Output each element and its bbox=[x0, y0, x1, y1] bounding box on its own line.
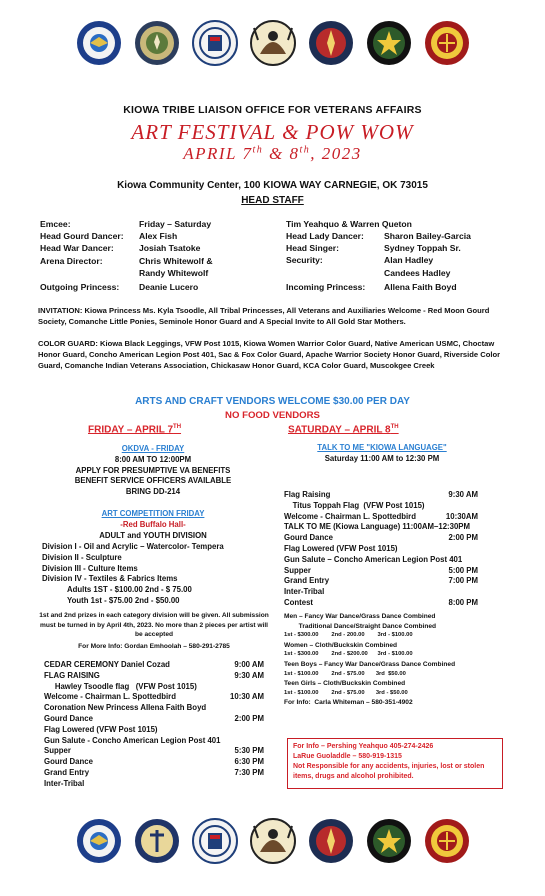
color-guard-paragraph: COLOR GUARD: Kiowa Black Leggings, VFW Post 1015, Kiowa Women Warrior Color Guard, Native American USMC, Choctaw Honor Guard, Concho American Legion Post 401, Sac & Fox Color Guard, Apache Warrior Society Honor Guard, Riverside Color Guard, Comanche Indian Veterans Association, Chickasaw Honor Guard, KCA Color Guard, Muscokgee Creek bbox=[38, 339, 501, 370]
division-item: Division I - Oil and Acrylic – Watercolor- Tempera bbox=[42, 542, 224, 551]
staff-right-labels bbox=[286, 230, 384, 293]
staff-value: Alex Fish bbox=[139, 231, 178, 242]
info-box bbox=[287, 738, 503, 789]
prize-note: 1st and 2nd prizes in each category division will be given. All submission must be turned in by April 4th, 2023. No more than 2 pieces per artist will be accepted bbox=[39, 612, 269, 639]
marine-corps-seal-icon bbox=[424, 818, 470, 864]
navy-seal-icon bbox=[134, 818, 180, 864]
staff-label bbox=[40, 267, 140, 279]
contest-line: 1st - $100.00 2nd - $75.00 3rd - $50.00 bbox=[284, 689, 408, 696]
event-title: ART FESTIVAL & POW WOW bbox=[131, 120, 414, 144]
schedule-row: Titus Toppah Flag (VFW Post 1015) bbox=[284, 500, 425, 510]
head-staff-heading: HEAD STAFF bbox=[241, 195, 304, 206]
info-contact: For Info – Pershing Yeahquo 405-274-2426 bbox=[293, 743, 434, 750]
staff-value: Alan Hadley bbox=[384, 255, 434, 266]
youth-prizes: Youth 1st - $75.00 2nd - $50.00 bbox=[67, 595, 180, 605]
okdva-line: APPLY FOR PRESUMPTIVE VA BENEFITS bbox=[75, 465, 231, 475]
staff-label: Head Lady Dancer: bbox=[286, 231, 364, 241]
saturday-heading: SATURDAY – APRIL 8TH bbox=[288, 424, 399, 436]
staff-value: Sydney Toppah Sr. bbox=[384, 243, 461, 254]
staff-value: Sharon Bailey-Garcia bbox=[384, 231, 471, 241]
okdva-line: 8:00 AM TO 12:00PM bbox=[114, 454, 192, 464]
art-title: ART COMPETITION FRIDAY bbox=[101, 509, 205, 518]
schedule-row: Flag Lowered (VFW Post 1015) bbox=[44, 724, 158, 734]
language-time: Saturday 11:00 AM to 12:30 PM bbox=[324, 453, 440, 463]
contest-line: Teen Girls – Cloth/Buckskin Combined bbox=[284, 680, 406, 688]
venue-address: Kiowa Community Center, 100 KIOWA WAY CARNEGIE, OK 73015 bbox=[117, 180, 428, 191]
staff-label: Outgoing Princess: bbox=[40, 282, 120, 293]
schedule-row: Gourd Dance 6:30 PM bbox=[44, 757, 264, 767]
army-seal-icon bbox=[366, 20, 412, 66]
office-title: KIOWA TRIBE LIAISON OFFICE FOR VETERANS AFFAIRS bbox=[123, 104, 422, 116]
staff-right-values bbox=[384, 230, 514, 293]
contest-line: Women – Cloth/Buckskin Combined bbox=[284, 641, 398, 649]
staff-value: Friday – Saturday bbox=[139, 219, 212, 229]
contest-line: 1st - $300.00 2nd - $200.00 3rd - $100.00 bbox=[284, 651, 413, 658]
staff-label: Emcee: bbox=[40, 219, 71, 229]
air-force-seal-icon bbox=[76, 818, 122, 864]
division-item: Division II - Sculpture bbox=[42, 552, 122, 562]
contest-line: 1st - $300.00 2nd - 200.00 3rd - $100.00 bbox=[284, 632, 413, 639]
air-force-seal-icon bbox=[76, 20, 122, 66]
staff-label: Head War Dancer: bbox=[40, 243, 114, 254]
coast-guard-seal-icon bbox=[192, 20, 238, 66]
schedule-row: Inter-Tribal bbox=[284, 587, 325, 597]
division-item: Division IV - Textiles & Fabrics Items bbox=[42, 574, 178, 584]
friday-schedule bbox=[44, 660, 264, 790]
staff-value: Deanie Lucero bbox=[139, 282, 199, 293]
veterans-seal-icon bbox=[134, 20, 180, 66]
contest-line: 1st - $100.00 2nd - $75.00 3rd $50.00 bbox=[284, 670, 406, 677]
staff-value: Josiah Tsatoke bbox=[139, 243, 201, 254]
schedule-row: Welcome - Chairman L. Spottedbird 10:30AM bbox=[284, 511, 478, 521]
schedule-row: Grand Entry 7:00 PM bbox=[284, 576, 478, 586]
okdva-line: BENEFIT SERVICE OFFICERS AVAILABLE bbox=[74, 476, 232, 486]
staff-label: Arena Director: bbox=[40, 255, 103, 266]
vendors-notice: ARTS AND CRAFT VENDORS WELCOME $30.00 PER DAY bbox=[135, 396, 410, 407]
contest-prizes bbox=[284, 612, 502, 708]
okdva-line: BRING DD-214 bbox=[125, 487, 181, 497]
saturday-schedule bbox=[284, 490, 478, 609]
contest-line: Teen Boys – Fancy War Dance/Grass Dance Combined bbox=[284, 660, 456, 668]
top-seal-row bbox=[0, 20, 545, 66]
schedule-row: CEDAR CEREMONY Daniel Cozad 9:00 AM bbox=[44, 660, 264, 669]
friday-heading: FRIDAY – APRIL 7TH bbox=[88, 424, 182, 436]
national-guard-seal-icon bbox=[308, 818, 354, 864]
kiowa-warrior-seal-icon bbox=[250, 20, 296, 66]
schedule-row: Gun Salute – Concho American Legion Post 401 bbox=[284, 554, 463, 564]
language-session bbox=[282, 443, 482, 465]
schedule-row: Welcome - Chairman L. Spottedbird 10:30 AM bbox=[44, 692, 264, 702]
contest-line: Traditional Dance/Straight Dance Combined bbox=[284, 622, 437, 630]
schedule-row: TALK TO ME (Kiowa Language) 11:00AM–12:30PM bbox=[284, 522, 471, 532]
schedule-row: FLAG RAISING 9:30 AM bbox=[44, 670, 264, 680]
schedule-row: Supper 5:00 PM bbox=[284, 565, 478, 575]
staff-label: Security: bbox=[286, 255, 323, 266]
national-guard-seal-icon bbox=[308, 20, 354, 66]
adult-prizes: Adults 1ST - $100.00 2nd - $ 75.00 bbox=[67, 585, 192, 595]
schedule-row: Supper 5:30 PM bbox=[44, 746, 264, 756]
staff-label: Head Singer: bbox=[286, 243, 340, 254]
event-date: APRIL 7th & 8th, 2023 bbox=[183, 144, 362, 163]
staff-right-top: Tim Yeahquo & Warren Queton bbox=[286, 219, 412, 229]
contest-contact: For Info: Carla Whiteman – 580-351-4902 bbox=[284, 699, 413, 707]
okdva-section bbox=[38, 444, 268, 498]
staff-value: Randy Whitewolf bbox=[139, 267, 209, 278]
division-list bbox=[42, 542, 272, 607]
schedule-row: Flag Lowered (VFW Post 1015) bbox=[284, 543, 398, 553]
staff-value: Candees Hadley bbox=[384, 267, 451, 278]
no-food-notice: NO FOOD VENDORS bbox=[225, 410, 320, 421]
invitation-paragraph: INVITATION: Kiowa Princess Ms. Kyla Tsoodle, All Tribal Princesses, All Veterans and Auxiliaries Welcome - Red Moon Gourd Society, Comanche Little Ponies, Seminole Honor Guard and A Special Invite to All Gold Star Mothers. bbox=[38, 306, 490, 326]
division-item: Division III - Culture Items bbox=[42, 563, 138, 573]
schedule-row: Flag Raising 9:30 AM bbox=[284, 490, 478, 499]
schedule-row: Inter-Tribal bbox=[44, 778, 85, 788]
language-title: TALK TO ME "KIOWA LANGUAGE" bbox=[317, 443, 447, 452]
staff-value: Allena Faith Boyd bbox=[384, 281, 457, 292]
staff-left-labels bbox=[40, 218, 140, 293]
coast-guard-seal-icon bbox=[192, 818, 238, 864]
schedule-row: Hawley Tsoodle flag (VFW Post 1015) bbox=[44, 681, 197, 691]
bottom-seal-row bbox=[0, 818, 545, 864]
staff-value: Chris Whitewolf & bbox=[139, 255, 213, 266]
staff-label: Incoming Princess: bbox=[286, 281, 366, 292]
schedule-row: Gourd Dance 2:00 PM bbox=[284, 533, 478, 543]
staff-label: Head Gourd Dancer: bbox=[40, 231, 124, 242]
contest-line: Men – Fancy War Dance/Grass Dance Combined bbox=[284, 613, 436, 620]
army-seal-icon bbox=[366, 818, 412, 864]
schedule-row: Gun Salute - Concho American Legion Post 401 bbox=[44, 735, 221, 745]
art-competition-section bbox=[38, 509, 268, 541]
kiowa-warrior-seal-icon bbox=[250, 818, 296, 864]
art-venue: -Red Buffalo Hall- bbox=[120, 519, 186, 529]
staff-label bbox=[286, 267, 384, 279]
info-contact: LaRue Guoladdle – 580-919-1315 bbox=[293, 753, 402, 760]
schedule-row: Grand Entry 7:30 PM bbox=[44, 767, 264, 777]
marine-corps-seal-icon bbox=[424, 20, 470, 66]
art-division-heading: ADULT and YOUTH DIVISION bbox=[99, 530, 207, 540]
art-contact: For More Info: Gordan Emhoolah – 580-291-2785 bbox=[78, 643, 230, 650]
disclaimer: Not Responsible for any accidents, injuries, lost or stolen items, drugs and alcohol prohibited. bbox=[293, 763, 485, 780]
okdva-title: OKDVA - FRIDAY bbox=[121, 444, 185, 453]
schedule-row: Gourd Dance 2:00 PM bbox=[44, 713, 264, 723]
schedule-row: Contest 8:00 PM bbox=[284, 597, 478, 607]
schedule-row: Coronation New Princess Allena Faith Boyd bbox=[44, 703, 207, 713]
staff-left-values bbox=[139, 218, 279, 293]
